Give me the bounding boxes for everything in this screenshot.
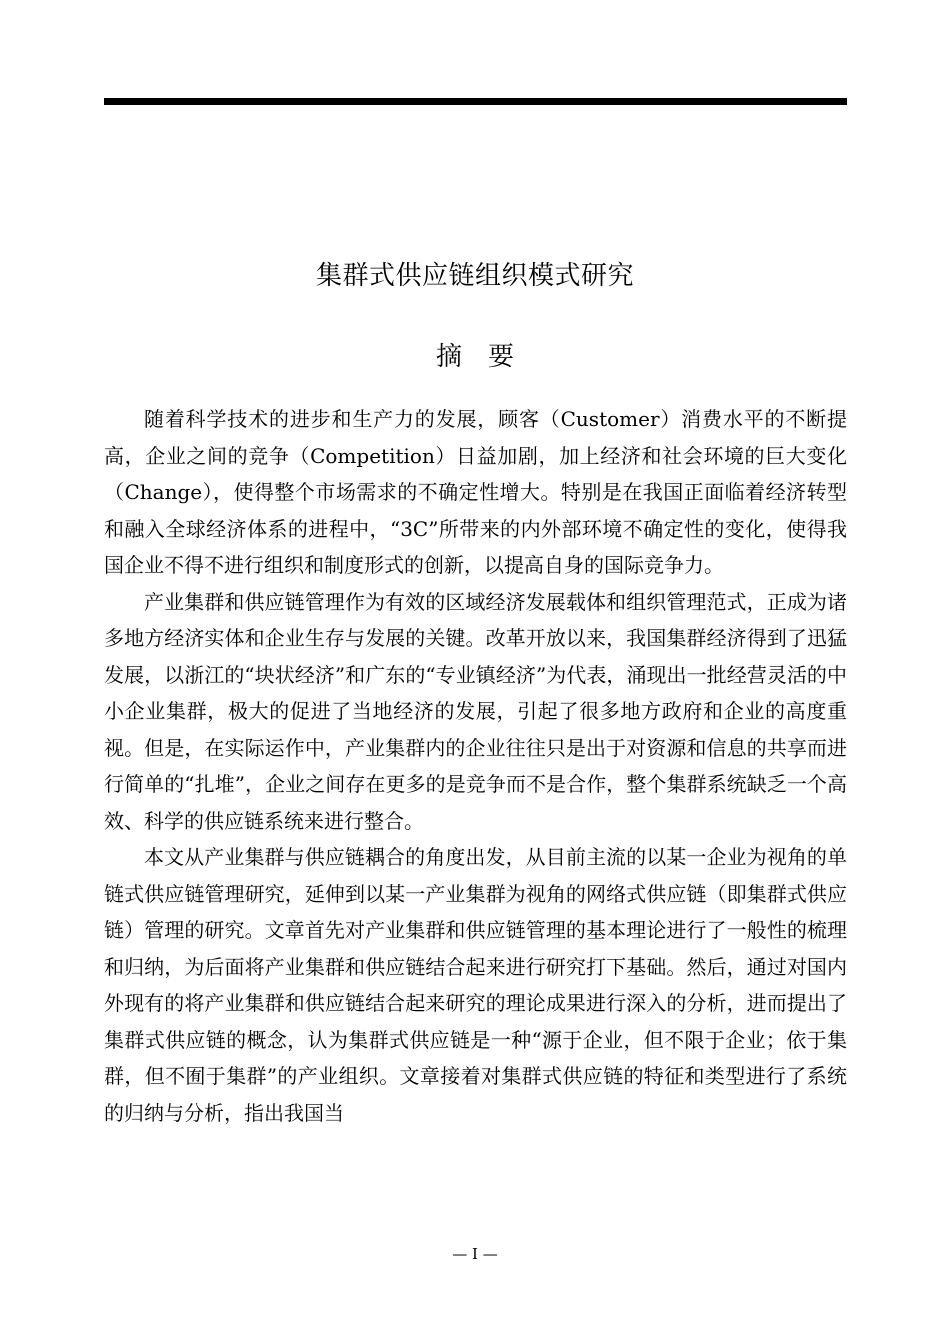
abstract-heading: 摘要 <box>435 342 540 372</box>
abstract-paragraph: 随着科学技术的进步和生产力的发展，顾客（Customer）消费水平的不断提高，企业之间的竞争（Competition）日益加剧，加上经济和社会环境的巨大变化（Change），使得整个市场需求的不确定性增大。特别是在我国正面临着经济转型和融入全球经济体系的进程中，“3C”所带来的内外部环境不确定性的变化，使得我国企业不得不进行组织和制度形式的创新，以提高自身的国际竞争力。 <box>104 407 847 577</box>
page-number: — I — <box>452 1245 498 1263</box>
page-title: 集群式供应链组织模式研究 <box>315 261 634 291</box>
abstract-paragraph: 产业集群和供应链管理作为有效的区域经济发展载体和组织管理范式，正成为诸多地方经济实体和企业生存与发展的关键。改革开放以来，我国集群经济得到了迅猛发展，以浙江的“块状经济”和广东的“专业镇经济”为代表，涌现出一批经营灵活的中小企业集群，极大的促进了当地经济的发展，引起了很多地方政府和企业的高度重视。但是，在实际运作中，产业集群内的企业往往只是出于对资源和信息的共享而进行简单的“扎堆”，企业之间存在更多的是竞争而不是合作，整个集群系统缺乏一个高效、科学的供应链系统来进行整合。 <box>104 589 847 833</box>
abstract-paragraph: 本文从产业集群与供应链耦合的角度出发，从目前主流的以某一企业为视角的单链式供应链管理研究，延伸到以某一产业集群为视角的网络式供应链（即集群式供应链）管理的研究。文章首先对产业集群和供应链管理的基本理论进行了一般性的梳理和归纳，为后面将产业集群和供应链结合起来进行研究打下基础。然后，通过对国内外现有的将产业集群和供应链结合起来研究的理论成果进行深入的分析，进而提出了集群式供应链的概念，认为集群式供应链是一种“源于企业，但不限于企业；依于集群，但不囿于集群”的产业组织。文章接着对集群式供应链的特征和类型进行了系统的归纳与分析，指出我国当 <box>104 845 847 1125</box>
header-rule <box>104 98 847 105</box>
abstract-body <box>104 401 847 1131</box>
